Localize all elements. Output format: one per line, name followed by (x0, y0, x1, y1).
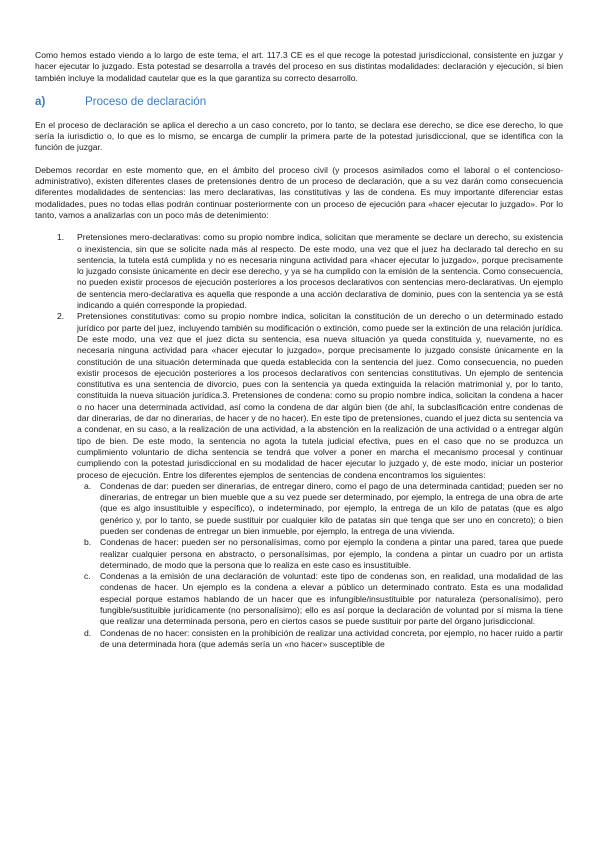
sublist-marker: c. (84, 571, 91, 582)
list-item (57, 232, 563, 311)
sublist-item-text: Condenas a la emisión de una declaración de voluntad: este tipo de condenas son, en realidad, una modalidad de las condenas de hacer. Un ejemplo es la condena a elevar a público un determinado contrato. Esta es una modalidad especial porque estamos hablando de un hacer que es infungible/insustituible por naturaleza (personalísimo), pero fungible/sustituible jurídicamente (no personalísimo); ello es así porque la declaración de voluntad por sí misma la tiene que realizar una determinada persona, pero en ciertos casos se puede sustituir por parte del órgano jurisdiccional. (100, 571, 563, 627)
sublist-item-text: Condenas de hacer: pueden ser no personalísimas, como por ejemplo la condena a pintar una pared, tarea que puede realizar cualquier persona en abstracto, o personalísimas, por ejemplo, la condena a pintar un cuadro por un artista determinado, de modo que la persona que lo realiza en este caso es insustituible. (100, 537, 563, 570)
intro-paragraph: Como hemos estado viendo a lo largo de este tema, el art. 117.3 CE es el que recoge la potestad jurisdiccional, consistente en juzgar y hacer ejecutar lo juzgado. Esta potestad se desarrolla a través del proceso en sus distintas modalidades: declaración y ejecución, si bien también incluye la modalidad cautelar que es la que garantiza su correcto desarrollo. (35, 50, 563, 83)
sublist-marker: b. (84, 537, 92, 548)
sublist-item (84, 571, 563, 627)
list-marker: 1. (57, 232, 65, 243)
body-paragraph-2: Debemos recordar en este momento que, en el ámbito del proceso civil (y procesos asimilados como el laboral o el contencioso-administrativo), existen diferentes clases de pretensiones dentro de un proceso de declaración, que a su vez darán como consecuencia diferentes modalidades de sentencias: las mero declarativas, las constitutivas y las de condena. Es muy importante diferenciar estas modalidades, pues no todas ellas podrán continuar posteriormente con un proceso de ejecución para «hacer ejecutar lo juzgado». Por lo tanto, vamos a analizarlas con un poco más de detenimiento: (35, 164, 563, 220)
section-heading (35, 95, 563, 108)
list-marker: 2. (57, 311, 65, 322)
section-number: a) (35, 94, 46, 108)
sublist-item (84, 537, 563, 571)
sublist-item (84, 480, 563, 537)
sublist-item-text: Condenas de dar: pueden ser dinerarias, de entregar dinero, como el pago de una determinada cantidad; pueden ser no dinerarias, de entregar un bien mueble que a su vez puede ser determinado, por ejemplo, la entrega de una obra de arte (que es algo insustituible y específico), o indeterminado, por ejemplo, la entrega de un kilo de patatas (que es algo genérico y, por lo tanto, se puede sustituir por cualquier kilo de patatas sin que tenga que ser uno en concreto); o bien pueden ser condenas de entregar un bien inmueble, por ejemplo, la entrega de una vivienda. (100, 480, 563, 536)
pretensiones-list (35, 232, 563, 650)
sublist-marker: d. (84, 627, 92, 638)
document-page (35, 50, 563, 650)
list-item (57, 311, 563, 650)
section-title: Proceso de declaración (85, 94, 207, 108)
condenas-sublist (77, 481, 563, 650)
sublist-item (84, 627, 563, 651)
list-item-text: Pretensiones mero-declarativas: como su propio nombre indica, solicitan que meramente se declare un derecho, su existencia o inexistencia, sin que se solicite nada más al respecto. De este modo, una vez que el juez ha declarado tal derecho en su sentencia, la tutela está cumplida y no es necesaria ninguna actividad para «hacer ejecutar lo juzgado», porque precisamente lo juzgado consiste únicamente en decir ese derecho, y ya se ha cumplido con la emisión de la sentencia. Como consecuencia, no pueden existir procesos de ejecución posteriores a los procesos declarativos con sentencias mero-declarativas. Un ejemplo de sentencia mero-declarativa es aquella que responde a una acción declarativa de dominio, pues con la sentencia ya se está indicando a quién corresponde la propiedad. (77, 232, 563, 311)
list-item-text: Pretensiones constitutivas: como su propio nombre indica, solicitan la constitución de un derecho o un determinado estado jurídico por parte del juez, incluyendo también su modificación o extinción, como puede ser la extinción de una relación jurídica. De este modo, una vez que el juez dicta su sentencia, esa nueva situación ya queda constituida y, nuevamente, no es necesaria ninguna actividad para «hacer ejecutar lo juzgado», porque precisamente lo juzgado consiste únicamente en la constitución de una situación determinada que queda establecida con la sentencia del juez. Como consecuencia, no pueden existir procesos de ejecución posteriores a los procesos declarativos con sentencias constitutivas. Un ejemplo de sentencia constitutiva es una sentencia de divorcio, pues con la sentencia ya queda extinguida la relación matrimonial y, por lo tanto, constituida la nueva situación jurídica.3. Pretensiones de condena: como su propio nombre indica, solicitan la condena a hacer o no hacer una determinada actividad, así como la condena de dar algún bien (de ahí, la subclasificación entre condenas de dar dinerarias, de dar no dinerarias, de hacer y de no hacer). En este tipo de pretensiones, cuando el juez dicta su sentencia va a condenar, en su caso, a la realización de una actividad, a la abstención en la realización de una actividad o a entregar algún tipo de bien. De este modo, la sentencia no agota la tutela judicial efectiva, pues en el caso que no se produzca un cumplimiento voluntario de dicha sentencia se tendrá que volver a poner en marcha el mecanismo procesal y continuar cumpliendo con la potestad jurisdiccional en su modalidad de hacer ejecutar lo juzgado y, de este modo, iniciar un posterior proceso de ejecución. Entre los diferentes ejemplos de sentencias de condena encontramos los siguientes: (77, 311, 563, 480)
body-paragraph-1: En el proceso de declaración se aplica el derecho a un caso concreto, por lo tanto, se declara ese derecho, se dice ese derecho, lo que sería la iurisdictio o, lo que es lo mismo, se encarga de cumplir la primera parte de la potestad jurisdiccional, que se identifica con la función de juzgar. (35, 119, 563, 153)
sublist-marker: a. (84, 480, 92, 491)
sublist-item-text: Condenas de no hacer: consisten en la prohibición de realizar una actividad concreta, por ejemplo, no hacer ruido a partir de una determinada hora (que además sería un «no hacer» susceptible de (100, 627, 563, 649)
